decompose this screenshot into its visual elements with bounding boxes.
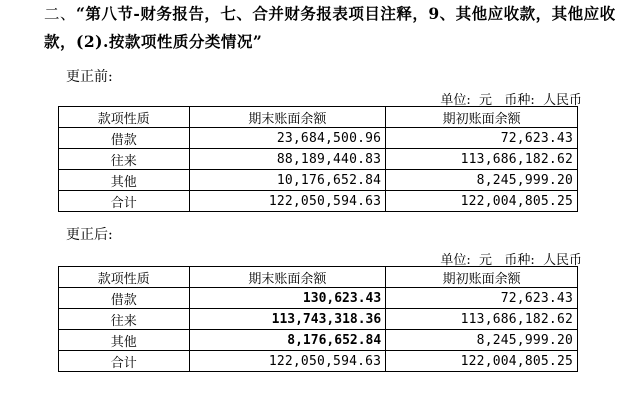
ending-balance: 122,050,594.63 [189,191,386,212]
opening-balance: 72,623.43 [386,128,578,149]
table-row [59,149,578,170]
opening-balance: 113,686,182.62 [386,149,578,170]
table-header-row [59,107,578,128]
row-label: 往来 [59,149,190,170]
table-header-row [59,267,578,288]
table-row [59,170,578,191]
row-label: 合计 [59,351,190,372]
opening-balance: 72,623.43 [386,288,578,309]
opening-balance: 8,245,999.20 [386,330,578,351]
row-label: 合计 [59,191,190,212]
after-label: 更正后: [66,227,113,243]
row-label: 其他 [59,170,190,191]
table-row-total [59,191,578,212]
opening-balance: 8,245,999.20 [386,170,578,191]
table-row-total [59,351,578,372]
header-opening-balance: 期初账面余额 [386,267,578,288]
row-label: 其他 [59,330,190,351]
before-unit: 单位: 元 币种: 人民币 [440,93,582,108]
header-nature: 款项性质 [59,267,190,288]
after-unit: 单位: 元 币种: 人民币 [440,253,582,268]
row-label: 借款 [59,128,190,149]
table-row [59,330,578,351]
opening-balance: 122,004,805.25 [386,351,578,372]
ending-balance: 8,176,652.84 [189,330,386,351]
heading-prefix: 二、 [44,5,77,23]
opening-balance: 113,686,182.62 [386,309,578,330]
ending-balance: 113,743,318.36 [189,309,386,330]
before-label: 更正前: [66,69,113,85]
table-row [59,309,578,330]
table-row [59,288,578,309]
table-row [59,128,578,149]
row-label: 借款 [59,288,190,309]
section-heading [44,0,619,56]
ending-balance: 10,176,652.84 [189,170,386,191]
ending-balance: 130,623.43 [189,288,386,309]
opening-balance: 122,004,805.25 [386,191,578,212]
ending-balance: 88,189,440.83 [189,149,386,170]
header-ending-balance: 期末账面余额 [189,107,386,128]
header-opening-balance: 期初账面余额 [386,107,578,128]
row-label: 往来 [59,309,190,330]
ending-balance: 23,684,500.96 [189,128,386,149]
before-table [58,106,578,212]
heading-title: “第八节-财务报告，七、合并财务报表项目注释，9、其他应收款，其他应收款，(2).按款项性质分类情况” [44,4,616,51]
header-nature: 款项性质 [59,107,190,128]
header-ending-balance: 期末账面余额 [189,267,386,288]
after-table [58,266,578,372]
ending-balance: 122,050,594.63 [189,351,386,372]
